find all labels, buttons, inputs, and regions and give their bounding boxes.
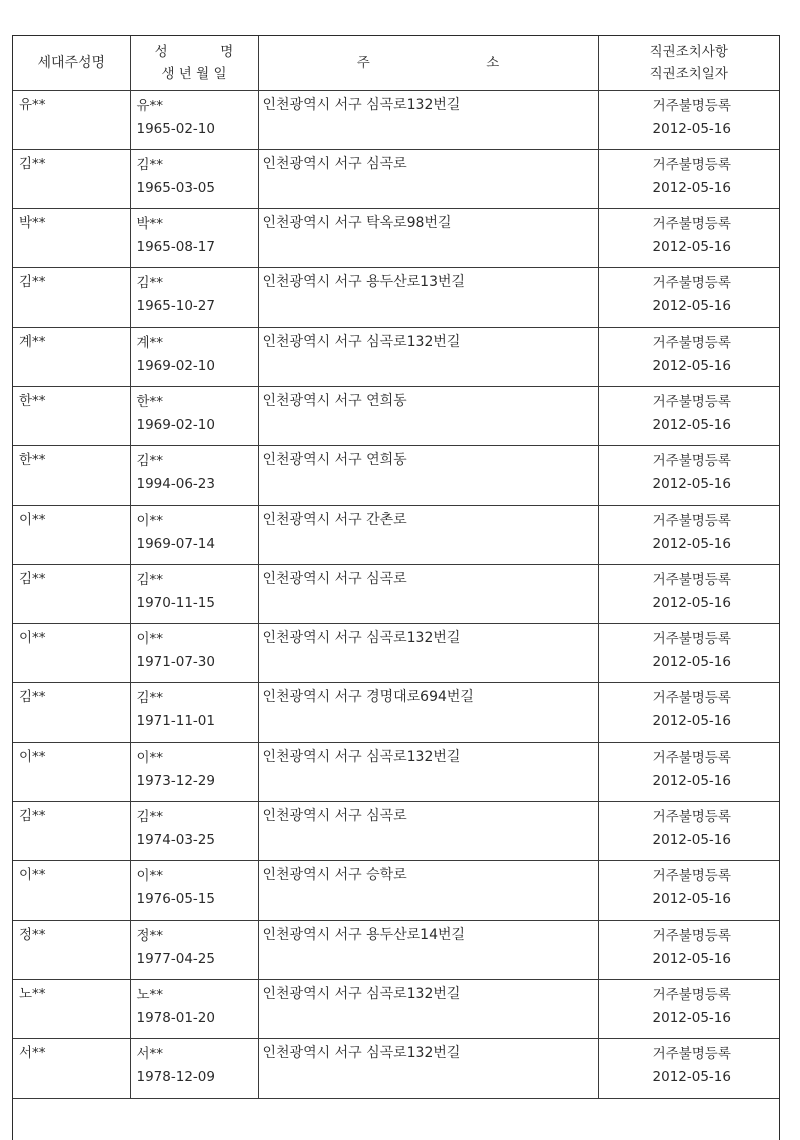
name-birth-cell <box>130 979 258 1038</box>
action-date: 2012-05-16 <box>652 416 731 433</box>
action-type: 거주불명등록 <box>652 809 731 826</box>
header-action-date: 직권조치일자 <box>649 65 728 82</box>
householder-name: 유** <box>19 96 46 113</box>
birth-date: 1976-05-15 <box>136 891 215 908</box>
table-row <box>13 386 779 445</box>
birth-date: 1977-04-25 <box>136 950 215 967</box>
action-type: 거주불명등록 <box>652 1046 731 1063</box>
action-cell <box>598 683 779 742</box>
action-date: 2012-05-16 <box>652 357 731 374</box>
name-birth-cell <box>130 268 258 327</box>
person-name: 김** <box>136 690 164 707</box>
address-cell <box>258 920 598 979</box>
householder-name: 한** <box>19 392 46 409</box>
person-name: 정** <box>136 927 164 944</box>
action-cell <box>598 209 779 268</box>
address: 인천광역시 서구 심곡로132번길 <box>262 748 461 765</box>
action-date: 2012-05-16 <box>652 179 731 196</box>
name-birth-cell <box>130 683 258 742</box>
birth-date: 1969-02-10 <box>136 416 215 433</box>
address-cell <box>258 742 598 801</box>
address-cell <box>258 564 598 623</box>
action-date: 2012-05-16 <box>652 120 731 137</box>
action-type: 거주불명등록 <box>652 749 731 766</box>
action-type: 거주불명등록 <box>652 868 731 885</box>
header-address-char1: 주 <box>356 54 370 71</box>
name-birth-cell <box>130 564 258 623</box>
birth-date: 1994-06-23 <box>136 476 215 493</box>
action-date: 2012-05-16 <box>652 239 731 256</box>
householder-cell <box>13 861 130 920</box>
table-row <box>13 861 779 920</box>
person-name: 이** <box>136 868 164 885</box>
address-cell <box>258 802 598 861</box>
address: 인천광역시 서구 심곡로132번길 <box>262 96 461 113</box>
birth-date: 1969-02-10 <box>136 357 215 374</box>
address-cell <box>258 268 598 327</box>
address-cell <box>258 861 598 920</box>
action-cell <box>598 149 779 208</box>
table-row <box>13 505 779 564</box>
householder-name: 김** <box>19 155 46 172</box>
person-name: 이** <box>136 631 164 648</box>
address-cell <box>258 505 598 564</box>
action-cell <box>598 802 779 861</box>
householder-cell <box>13 505 130 564</box>
action-type: 거주불명등록 <box>652 453 731 470</box>
action-type: 거주불명등록 <box>652 216 731 233</box>
householder-cell <box>13 268 130 327</box>
table-row <box>13 209 779 268</box>
action-cell <box>598 920 779 979</box>
address: 인천광역시 서구 심곡로 <box>262 808 407 825</box>
address: 인천광역시 서구 심곡로 <box>262 155 407 172</box>
table-row <box>13 742 779 801</box>
header-address <box>258 36 598 90</box>
householder-cell <box>13 209 130 268</box>
action-cell <box>598 861 779 920</box>
header-name-birth <box>130 36 258 90</box>
birth-date: 1965-10-27 <box>136 298 215 315</box>
person-name: 박** <box>136 216 164 233</box>
householder-cell <box>13 624 130 683</box>
table-row <box>13 1039 779 1098</box>
person-name: 김** <box>136 275 164 292</box>
action-type: 거주불명등록 <box>652 690 731 707</box>
householder-name: 한** <box>19 452 46 469</box>
action-type: 거주불명등록 <box>652 927 731 944</box>
householder-name: 계** <box>19 333 46 350</box>
address-cell <box>258 1039 598 1098</box>
address: 인천광역시 서구 용두산로13번길 <box>262 274 466 291</box>
table-row <box>13 979 779 1038</box>
birth-date: 1965-03-05 <box>136 179 215 196</box>
name-birth-cell <box>130 624 258 683</box>
birth-date: 1971-07-30 <box>136 654 215 671</box>
residence-table <box>13 36 779 1099</box>
householder-cell <box>13 802 130 861</box>
table-row <box>13 802 779 861</box>
table-row <box>13 90 779 149</box>
header-birth: 생 년 월 일 <box>161 65 227 82</box>
table-row <box>13 624 779 683</box>
householder-cell <box>13 149 130 208</box>
action-date: 2012-05-16 <box>652 594 731 611</box>
address: 인천광역시 서구 경명대로694번길 <box>262 689 474 706</box>
address: 인천광역시 서구 연희동 <box>262 452 407 469</box>
action-type: 거주불명등록 <box>652 156 731 173</box>
action-date: 2012-05-16 <box>652 832 731 849</box>
householder-name: 서** <box>19 1045 46 1062</box>
table-row <box>13 683 779 742</box>
person-name: 서** <box>136 1046 164 1063</box>
residence-list-document <box>12 35 780 1140</box>
name-birth-cell <box>130 742 258 801</box>
householder-cell <box>13 1039 130 1098</box>
name-birth-cell <box>130 920 258 979</box>
householder-cell <box>13 979 130 1038</box>
householder-cell <box>13 564 130 623</box>
birth-date: 1978-12-09 <box>136 1069 215 1086</box>
header-name-char1: 성 <box>154 43 168 60</box>
name-birth-cell <box>130 90 258 149</box>
action-type: 거주불명등록 <box>652 275 731 292</box>
name-birth-cell <box>130 505 258 564</box>
householder-name: 이** <box>19 867 46 884</box>
person-name: 김** <box>136 809 164 826</box>
header-address-char2: 소 <box>486 54 500 71</box>
person-name: 계** <box>136 334 164 351</box>
action-cell <box>598 564 779 623</box>
name-birth-cell <box>130 861 258 920</box>
name-birth-cell <box>130 209 258 268</box>
householder-name: 박** <box>19 215 46 232</box>
name-birth-cell <box>130 386 258 445</box>
person-name: 한** <box>136 393 164 410</box>
action-cell <box>598 90 779 149</box>
householder-cell <box>13 327 130 386</box>
address: 인천광역시 서구 용두산로14번길 <box>262 926 466 943</box>
action-date: 2012-05-16 <box>652 772 731 789</box>
action-cell <box>598 268 779 327</box>
address-cell <box>258 327 598 386</box>
action-type: 거주불명등록 <box>652 631 731 648</box>
table-row <box>13 446 779 505</box>
birth-date: 1970-11-15 <box>136 594 215 611</box>
person-name: 김** <box>136 571 164 588</box>
address: 인천광역시 서구 심곡로 <box>262 570 407 587</box>
action-date: 2012-05-16 <box>652 891 731 908</box>
householder-cell <box>13 446 130 505</box>
header-action <box>598 36 779 90</box>
address: 인천광역시 서구 심곡로132번길 <box>262 630 461 647</box>
name-birth-cell <box>130 802 258 861</box>
action-cell <box>598 386 779 445</box>
householder-cell <box>13 683 130 742</box>
person-name: 노** <box>136 986 164 1003</box>
householder-name: 노** <box>19 985 46 1002</box>
person-name: 김** <box>136 453 164 470</box>
name-birth-cell <box>130 446 258 505</box>
action-cell <box>598 624 779 683</box>
action-cell <box>598 979 779 1038</box>
header-row <box>13 36 779 90</box>
householder-name: 이** <box>19 630 46 647</box>
action-cell <box>598 446 779 505</box>
address-cell <box>258 386 598 445</box>
householder-cell <box>13 742 130 801</box>
table-row <box>13 268 779 327</box>
householder-name: 김** <box>19 808 46 825</box>
birth-date: 1978-01-20 <box>136 1009 215 1026</box>
address-cell <box>258 446 598 505</box>
action-type: 거주불명등록 <box>652 393 731 410</box>
householder-name: 이** <box>19 511 46 528</box>
address: 인천광역시 서구 심곡로132번길 <box>262 985 461 1002</box>
address-cell <box>258 149 598 208</box>
householder-name: 김** <box>19 570 46 587</box>
address: 인천광역시 서구 승학로 <box>262 867 407 884</box>
address: 인천광역시 서구 연희동 <box>262 392 407 409</box>
address: 인천광역시 서구 간촌로 <box>262 511 407 528</box>
address-cell <box>258 90 598 149</box>
action-date: 2012-05-16 <box>652 654 731 671</box>
header-action-type: 직권조치사항 <box>649 43 728 60</box>
person-name: 김** <box>136 156 164 173</box>
table-row <box>13 327 779 386</box>
person-name: 이** <box>136 749 164 766</box>
action-cell <box>598 327 779 386</box>
person-name: 유** <box>136 97 164 114</box>
action-date: 2012-05-16 <box>652 535 731 552</box>
header-householder: 세대주성명 <box>13 36 130 90</box>
action-date: 2012-05-16 <box>652 298 731 315</box>
action-date: 2012-05-16 <box>652 1069 731 1086</box>
birth-date: 1974-03-25 <box>136 832 215 849</box>
action-type: 거주불명등록 <box>652 334 731 351</box>
birth-date: 1965-02-10 <box>136 120 215 137</box>
action-date: 2012-05-16 <box>652 713 731 730</box>
action-cell <box>598 1039 779 1098</box>
action-date: 2012-05-16 <box>652 950 731 967</box>
action-cell <box>598 742 779 801</box>
householder-name: 이** <box>19 748 46 765</box>
table-row <box>13 564 779 623</box>
table-row <box>13 920 779 979</box>
address-cell <box>258 209 598 268</box>
address-cell <box>258 979 598 1038</box>
birth-date: 1965-08-17 <box>136 239 215 256</box>
action-date: 2012-05-16 <box>652 1009 731 1026</box>
address: 인천광역시 서구 탁옥로98번길 <box>262 215 452 232</box>
action-type: 거주불명등록 <box>652 97 731 114</box>
householder-name: 김** <box>19 274 46 291</box>
birth-date: 1971-11-01 <box>136 713 215 730</box>
address-cell <box>258 683 598 742</box>
name-birth-cell <box>130 1039 258 1098</box>
action-cell <box>598 505 779 564</box>
name-birth-cell <box>130 327 258 386</box>
householder-cell <box>13 920 130 979</box>
action-type: 거주불명등록 <box>652 512 731 529</box>
action-type: 거주불명등록 <box>652 986 731 1003</box>
header-name-char2: 명 <box>220 43 234 60</box>
householder-name: 김** <box>19 689 46 706</box>
action-date: 2012-05-16 <box>652 476 731 493</box>
name-birth-cell <box>130 149 258 208</box>
birth-date: 1969-07-14 <box>136 535 215 552</box>
householder-cell <box>13 90 130 149</box>
address: 인천광역시 서구 심곡로132번길 <box>262 1045 461 1062</box>
address: 인천광역시 서구 심곡로132번길 <box>262 333 461 350</box>
action-type: 거주불명등록 <box>652 571 731 588</box>
address-cell <box>258 624 598 683</box>
householder-cell <box>13 386 130 445</box>
table-row <box>13 149 779 208</box>
householder-name: 정** <box>19 926 46 943</box>
person-name: 이** <box>136 512 164 529</box>
birth-date: 1973-12-29 <box>136 772 215 789</box>
